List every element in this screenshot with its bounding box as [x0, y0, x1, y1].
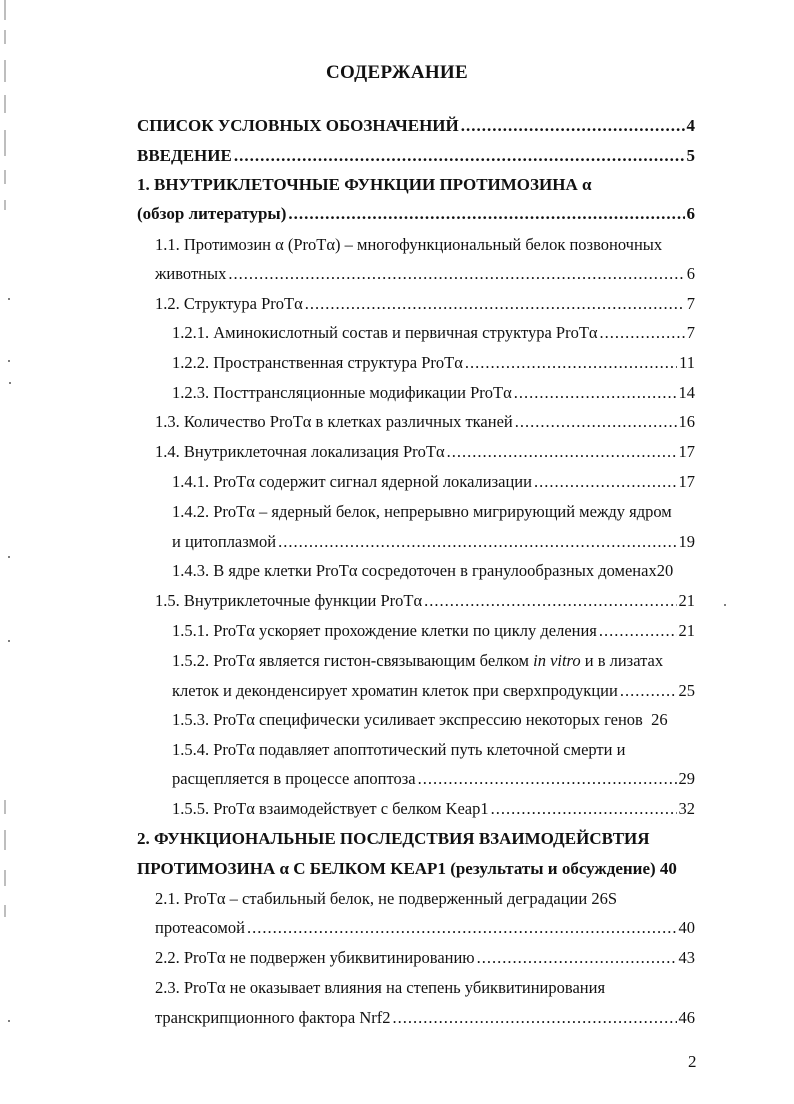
leader-dots [477, 948, 677, 968]
toc-entry-text: 1.5.1. ProTα ускоряет прохождение клетки по циклу деления [172, 621, 597, 640]
toc-entry[interactable] [137, 823, 650, 849]
toc-page-number: 14 [678, 383, 695, 402]
toc-page-number: 46 [678, 1008, 695, 1027]
toc-entry-text: расщепляется в процессе апоптоза [172, 769, 416, 788]
toc-entry[interactable] [155, 912, 695, 938]
toc-page-number: 6 [686, 264, 695, 283]
leader-dots [599, 621, 677, 641]
toc-page-number: 16 [678, 412, 695, 431]
scan-speck [8, 556, 10, 558]
toc-entry-text: клеток и деконденсирует хроматин клеток при сверхпродукции [172, 681, 618, 700]
scan-margin-marks [2, 0, 12, 1104]
toc-page-number: 21 [678, 621, 695, 640]
scan-speck [724, 604, 726, 606]
toc-page-number: 4 [686, 116, 695, 135]
toc-entry[interactable] [172, 793, 695, 819]
toc-entry-text: и цитоплазмой [172, 532, 277, 551]
toc-entry-text: 1.2. Структура ProTα [155, 294, 303, 313]
toc-entry[interactable] [155, 258, 695, 284]
scan-speck [8, 360, 10, 362]
leader-dots [534, 472, 677, 492]
toc-page-number: 7 [686, 323, 695, 342]
toc-page-number: 29 [678, 769, 695, 788]
toc-page-number: 17 [678, 442, 695, 461]
toc-page-number: 21 [678, 591, 695, 610]
toc-entry-text: 1.1. Протимозин α (ProTα) – многофункциональный белок позвоночных [155, 235, 663, 254]
scan-speck [8, 1020, 10, 1022]
toc-entry-text: 1.4.1. ProTα содержит сигнал ядерной локализации [172, 472, 532, 491]
leader-dots [491, 799, 677, 819]
toc-entry[interactable] [137, 140, 695, 166]
leader-dots [447, 442, 677, 462]
scan-speck [8, 640, 10, 642]
toc-entry-text: 1.5. Внутриклеточные функции ProTα [155, 591, 423, 610]
toc-entry[interactable] [172, 675, 695, 701]
leader-dots [424, 591, 676, 611]
toc-entry-text: 1.4.2. ProTα – ядерный белок, непрерывно мигрирующий между ядром [172, 502, 672, 521]
toc-entry-text: ПРОТИМОЗИНА α С БЕЛКОМ KEAP1 (результаты и обсуждение) 40 [137, 859, 677, 878]
toc-page-number: 40 [678, 918, 695, 937]
toc-entry[interactable] [172, 734, 625, 760]
toc-entry[interactable] [172, 466, 695, 492]
scan-speck [8, 298, 10, 300]
toc-page-number: 7 [686, 294, 695, 313]
toc-entry-text: (обзор литературы) [137, 204, 287, 223]
toc-entry[interactable] [172, 763, 695, 789]
page-title: СОДЕРЖАНИЕ [326, 62, 468, 83]
toc-entry[interactable] [172, 496, 672, 522]
toc-entry[interactable] [137, 198, 695, 224]
toc-entry-text: 2. ФУНКЦИОНАЛЬНЫЕ ПОСЛЕДСТВИЯ ВЗАИМОДЕЙСВТИЯ [137, 829, 650, 848]
toc-entry[interactable] [172, 377, 695, 403]
toc-entry-text: 2.2. ProTα не подвержен убиквитинированию [155, 948, 475, 967]
toc-entry-text: животных [155, 264, 227, 283]
toc-entry[interactable] [172, 615, 695, 641]
toc-entry[interactable] [172, 704, 668, 730]
toc-entry[interactable] [172, 317, 695, 343]
toc-entry[interactable] [155, 942, 695, 968]
leader-dots [514, 383, 677, 403]
leader-dots [278, 532, 676, 552]
toc-entry[interactable] [137, 110, 695, 136]
toc-entry-text: 1.5.4. ProTα подавляет апоптотический путь клеточной смерти и [172, 740, 626, 759]
leader-dots [393, 1008, 677, 1028]
leader-dots [465, 353, 677, 373]
page-number: 2 [688, 1052, 697, 1071]
leader-dots [247, 918, 677, 938]
toc-page-number: 19 [678, 532, 695, 551]
toc-entry-text: 1. ВНУТРИКЛЕТОЧНЫЕ ФУНКЦИИ ПРОТИМОЗИНА α [137, 175, 592, 194]
toc-page-number: 11 [679, 353, 695, 372]
toc-entry-text: 1.5.5. ProTα взаимодействует с белком Keap1 [172, 799, 489, 818]
toc-entry-text: 1.3. Количество ProTα в клетках различных тканей [155, 412, 513, 431]
toc-entry[interactable] [137, 169, 591, 195]
toc-page-number: 5 [686, 146, 695, 165]
scan-speck [9, 382, 11, 384]
toc-entry[interactable] [137, 853, 677, 879]
toc-entry-text: 1.2.2. Пространственная структура ProTα [172, 353, 463, 372]
toc-entry[interactable] [155, 229, 662, 255]
toc-entry[interactable] [172, 347, 695, 373]
toc-entry[interactable] [172, 555, 673, 581]
toc-entry-text: 1.2.3. Посттрансляционные модификации ProTα [172, 383, 512, 402]
toc-entry-text: протеасомой [155, 918, 245, 937]
toc-entry[interactable] [155, 406, 695, 432]
toc-entry-text: ВВЕДЕНИЕ [137, 146, 232, 165]
toc-entry[interactable] [155, 972, 605, 998]
leader-dots [234, 146, 685, 166]
toc-entry-italic: in vitro [533, 651, 581, 670]
toc-entry[interactable] [155, 585, 695, 611]
toc-page-number: 6 [686, 204, 695, 223]
toc-entry-text: 2.1. ProTα – стабильный белок, не подверженный деградации 26S [155, 889, 618, 908]
toc-entry[interactable] [172, 645, 663, 671]
toc-page-number: 25 [678, 681, 695, 700]
toc-entry[interactable] [172, 526, 695, 552]
leader-dots [305, 294, 685, 314]
leader-dots [418, 769, 677, 789]
leader-dots [600, 323, 685, 343]
toc-page-number: 17 [678, 472, 695, 491]
leader-dots [228, 264, 684, 284]
toc-entry[interactable] [155, 288, 695, 314]
toc-entry-text: 1.4. Внутриклеточная локализация ProTα [155, 442, 445, 461]
leader-dots [461, 116, 685, 136]
toc-entry-text: 1.4.3. В ядре клетки ProTα сосредоточен в гранулообразных доменах20 [172, 561, 674, 580]
leader-dots [288, 204, 684, 224]
toc-entry-text-before: 1.5.2. ProTα является гистон-связывающим белком [172, 651, 534, 670]
leader-dots [620, 681, 677, 701]
toc-entry-text-after: и в лизатах [580, 651, 664, 670]
toc-entry-text: 1.2.1. Аминокислотный состав и первичная структура ProTα [172, 323, 598, 342]
toc-page-number: 43 [678, 948, 695, 967]
toc-entry-text: СПИСОК УСЛОВНЫХ ОБОЗНАЧЕНИЙ [137, 116, 459, 135]
toc-entry-text: транскрипционного фактора Nrf2 [155, 1008, 391, 1027]
toc-entry-text: 2.3. ProTα не оказывает влияния на степень убиквитинирования [155, 978, 606, 997]
toc-page-number: 32 [678, 799, 695, 818]
leader-dots [515, 412, 677, 432]
toc-entry-text: 1.5.3. ProTα специфически усиливает экспрессию некоторых генов 26 [172, 710, 668, 729]
toc-entry[interactable] [155, 1002, 695, 1028]
toc-entry[interactable] [155, 436, 695, 462]
toc-entry[interactable] [155, 883, 617, 909]
